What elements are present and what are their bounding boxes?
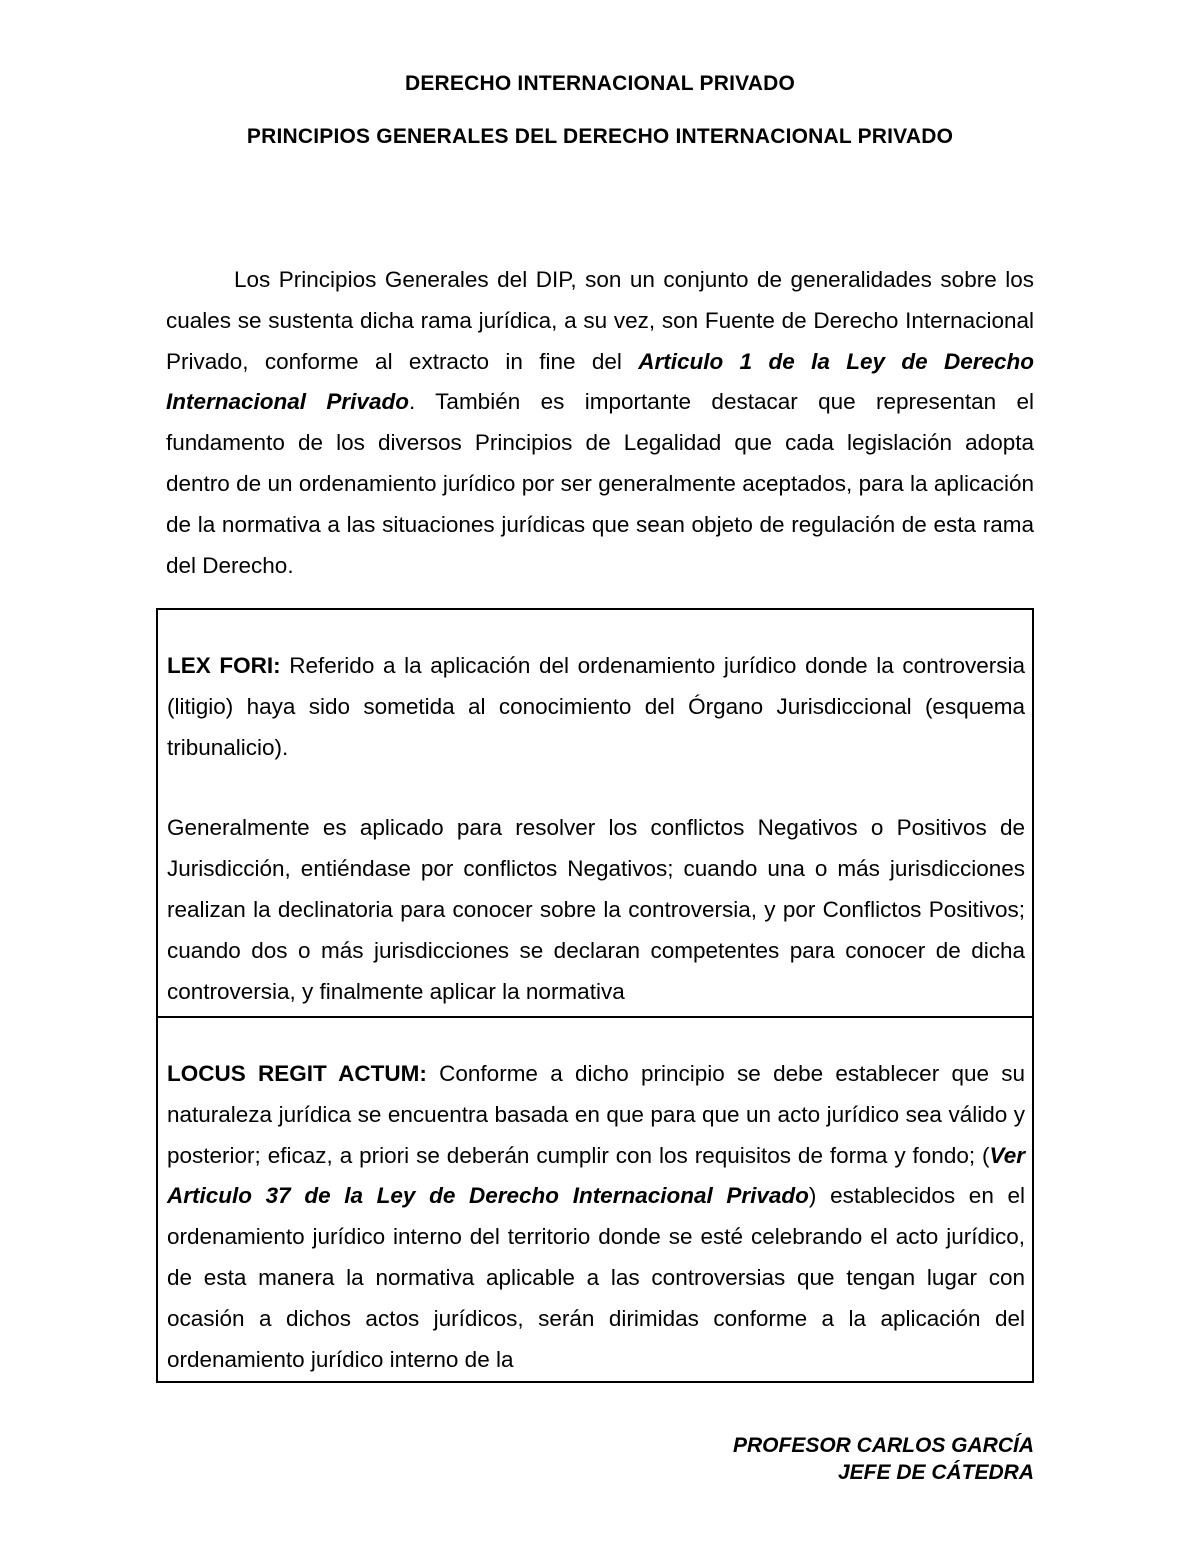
locus-text-a: Conforme a dicho principio se debe establecer que su naturaleza jurídica se encuentra basada en que para que un acto jurídico sea válido y posterior; eficaz, a priori se deberán cumplir con los requisitos de forma y fondo; ( (167, 1061, 1025, 1168)
lex-fori-definition: Referido a la aplicación del ordenamiento jurídico donde la controversia (litigio) haya sido sometida al conocimiento del Órgano Jurisdiccional (esquema tribunalicio). (167, 653, 1025, 760)
lex-fori-paragraph (167, 610, 1025, 768)
intro-law-reference: Articulo 1 de la Ley de Derecho Internacional Privado (166, 348, 1035, 415)
intro-paragraph (166, 260, 1034, 586)
locus-text-b: ) establecidos en el ordenamiento jurídico interno del territorio donde se esté celebrando el acto jurídico, de esta manera la normativa aplicable a las controversias que tengan lugar con ocasión a dichos actos jurídicos, serán dirimidas conforme a la aplicación del ordenamiento jurídico interno de la (167, 1183, 1025, 1372)
document-title: DERECHO INTERNACIONAL PRIVADO (404, 72, 796, 95)
signature-role: JEFE DE CÁTEDRA (837, 1461, 1034, 1484)
locus-paragraph (167, 1018, 1025, 1380)
intro-text-b: . También es importante destacar que representan el fundamento de los diversos Principios de Legalidad que cada legislación adopta dentro de un ordenamiento jurídico por ser generalmente aceptados, para la aplicación de la normativa a las situaciones jurídicas que sean objeto de regulación de esta rama del Derecho. (166, 389, 1035, 578)
locus-law-reference: Ver Articulo 37 de la Ley de Derecho Internacional Privado (167, 1142, 1025, 1209)
locus-regit-actum-box (156, 1016, 1034, 1383)
document-subtitle: PRINCIPIOS GENERALES DEL DERECHO INTERNACIONAL PRIVADO (246, 125, 954, 148)
lex-fori-detail: Generalmente es aplicado para resolver los conflictos Negativos o Positivos de Jurisdicción, entiéndase por conflictos Negativos; cuando una o más jurisdicciones realizan la declinatoria para conocer sobre la controversia, y por Conflictos Positivos; cuando dos o más jurisdicciones se declaran competentes para conocer de dicha controversia, y finalmente aplicar la normativa (167, 815, 1025, 1004)
intro-text-a: Los Principios Generales del DIP, son un conjunto de generalidades sobre los cuales se sustenta dicha rama jurídica, a su vez, son Fuente de Derecho Internacional Privado, conforme al extracto in fine del (166, 267, 1034, 374)
signature-name: PROFESOR CARLOS GARCÍA (732, 1434, 1034, 1457)
lex-fori-box (156, 608, 1034, 1018)
locus-term: LOCUS REGIT ACTUM: (167, 1061, 427, 1086)
lex-fori-term: LEX FORI: (167, 653, 281, 678)
